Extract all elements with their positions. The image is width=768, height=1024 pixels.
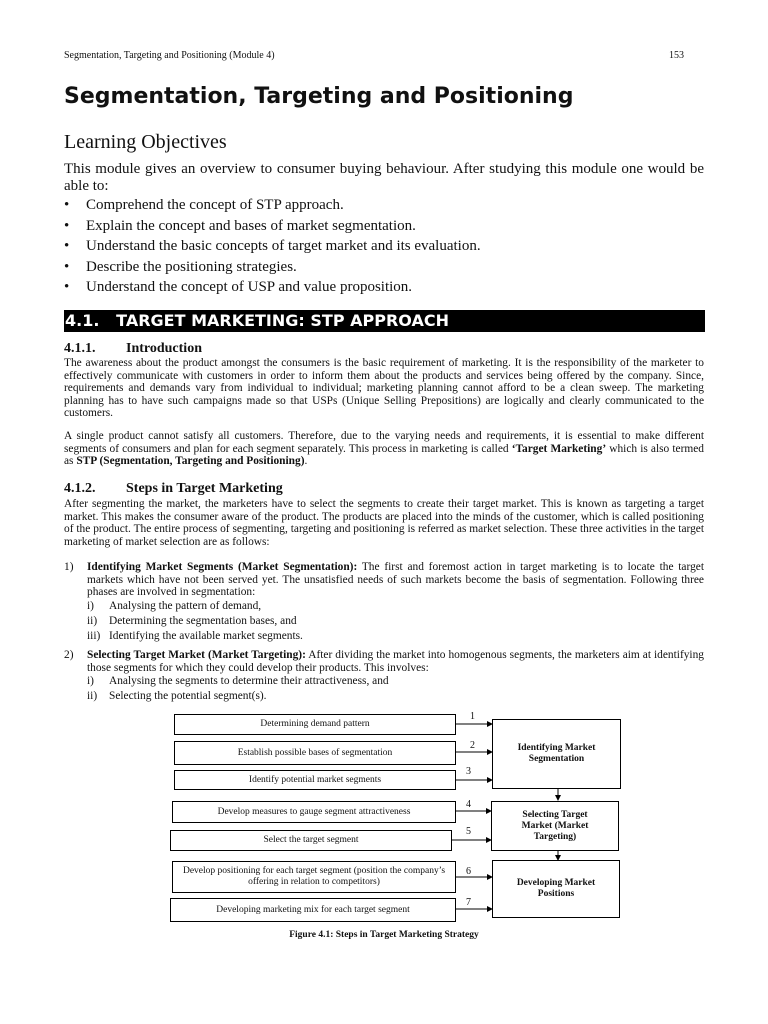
section-number: 4.1. — [65, 311, 100, 330]
phase-box-targeting: Selecting Target Market (Market Targeting) — [491, 801, 619, 851]
flow-step-box: Developing marketing mix for each target segment — [170, 898, 456, 922]
list-item: • Understand the concept of USP and value proposition. — [64, 277, 704, 298]
subsection-title: Steps in Target Marketing — [126, 481, 283, 496]
step-title: Selecting Target Market (Market Targeting): — [87, 649, 306, 661]
item-number: iii) — [87, 629, 101, 642]
phase-box-segmentation: Identifying Market Segmentation — [492, 719, 621, 789]
item-number: ii) — [87, 690, 98, 702]
list-item: • Understand the basic concepts of target market and its evaluation. — [64, 236, 704, 257]
text-run: which is also termed as — [64, 442, 704, 467]
step-number: 1) — [64, 561, 74, 573]
item-text: Selecting the potential segment(s). — [109, 690, 267, 702]
item-number: i) — [87, 675, 94, 687]
item-text: Analysing the pattern of demand, — [109, 599, 262, 612]
learning-objectives-intro: This module gives an overview to consumer buying behaviour. After studying this module one would be able to: — [64, 161, 704, 194]
flow-step-box: Develop positioning for each target segment (position the company’s offering in relation to competitors) — [172, 861, 456, 893]
step-text: After dividing the market into homogenous segments, the marketers aim at identifying those segments for which they could develop their products. This involves: — [87, 649, 704, 674]
phase-box-positioning: Developing Market Positions — [492, 860, 620, 918]
learning-objectives-heading: Learning Objectives — [64, 131, 227, 153]
list-item: • Explain the concept and bases of market segmentation. — [64, 216, 704, 237]
bold-term: STP (Segmentation, Targeting and Positioning) — [76, 455, 305, 467]
item-number: ii) — [87, 614, 98, 627]
bold-term: ‘Target Marketing’ — [511, 442, 607, 455]
list-item: • Comprehend the concept of STP approach. — [64, 195, 704, 216]
step-text: The first and foremost action in target marketing is to locate the target markets which have not been served yet. The unsatisfied needs of such markets become the basis of segmentation. Following three phases are involved in segmentation: — [87, 561, 704, 598]
text-run: A single product cannot satisfy all customers. Therefore, due to the varying needs and requirements, it is essential to make different segments of consumers and plan for each segment separately. This process in marketing is called — [64, 430, 704, 455]
step-number: 2) — [64, 649, 74, 661]
step-number-label: 4 — [466, 799, 471, 810]
running-title: Segmentation, Targeting and Positioning (Module 4) — [64, 50, 275, 61]
item-text: Identifying the available market segments. — [109, 629, 303, 642]
figure-caption: Figure 4.1: Steps in Target Marketing Strategy — [289, 930, 479, 940]
flow-step-box: Select the target segment — [170, 830, 452, 851]
flow-step-box: Identify potential market segments — [174, 770, 456, 790]
step-number-label: 3 — [466, 766, 471, 777]
flow-step-box: Develop measures to gauge segment attractiveness — [172, 801, 456, 823]
item-number: i) — [87, 599, 94, 612]
step-number-label: 5 — [466, 826, 471, 837]
item-text: Analysing the segments to determine their attractiveness, and — [109, 675, 389, 687]
item-text: Determining the segmentation bases, and — [109, 614, 297, 627]
flow-step-box: Determining demand pattern — [174, 714, 456, 735]
step-number-label: 7 — [466, 897, 471, 908]
flow-step-box: Establish possible bases of segmentation — [174, 741, 456, 765]
step-number-label: 2 — [470, 740, 475, 751]
subsection-title: Introduction — [126, 341, 202, 356]
page-number: 153 — [669, 50, 684, 61]
steps-paragraph: After segmenting the market, the marketers have to select the segments to create their target market. This is known as targeting a target market. This makes the consumer aware of the product. The products are placed into the minds of the customer, which is called positioning of the product. The entire process of segmenting, targeting and positioning is referred as market selection. These three activities in the target marketing of market selection are as follows: — [64, 498, 704, 548]
list-item: • Describe the positioning strategies. — [64, 257, 704, 278]
text-run: . — [304, 455, 308, 467]
intro-paragraph-1: The awareness about the product amongst the consumers is the basic requirement of marketing. It is the responsibility of the marketer to effectively communicate with customers in order to inform them about the products and services being offered by the company. Since, requirements and demands vary from individual to individual; marketing planning cannot afford to be a clean sweep. The marketing planning has to have such campaigns made so that USPs (Unique Selling Prepositions) are logically and clearly communicated to the customers. — [64, 357, 704, 419]
step-number-label: 1 — [470, 711, 475, 722]
subsection-number: 4.1.2. — [64, 481, 96, 496]
step-number-label: 6 — [466, 866, 471, 877]
section-title: TARGET MARKETING: STP APPROACH — [116, 311, 449, 330]
step-title: Identifying Market Segments (Market Segmentation): — [87, 561, 358, 573]
page-title: Segmentation, Targeting and Positioning — [64, 84, 574, 109]
subsection-number: 4.1.1. — [64, 341, 96, 356]
